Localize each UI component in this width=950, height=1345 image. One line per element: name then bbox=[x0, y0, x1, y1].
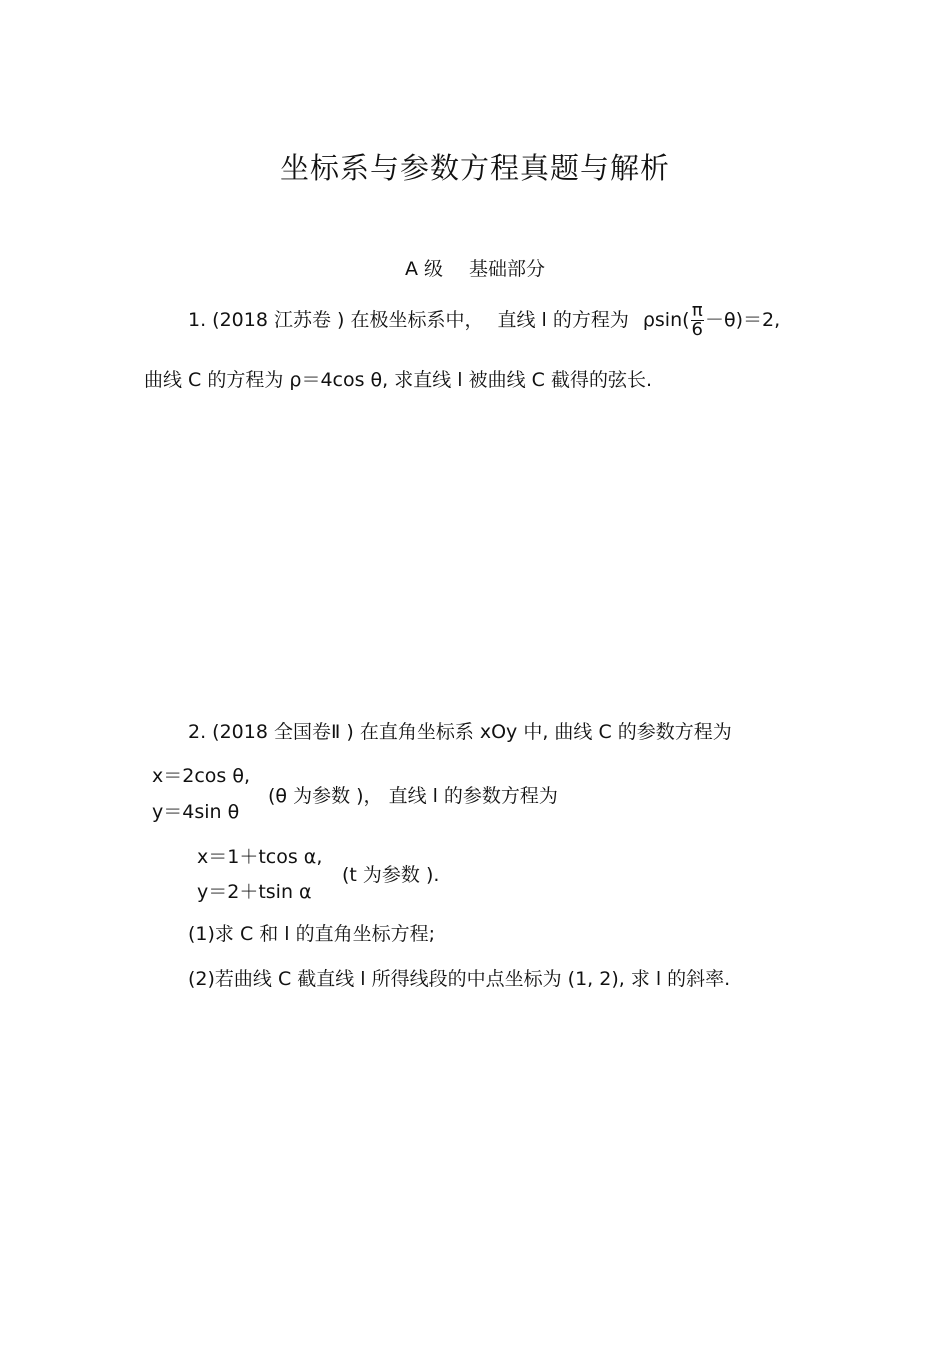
q1-fraction-denominator: 6 bbox=[691, 319, 703, 340]
q1-line1 bbox=[188, 302, 780, 339]
section-name: 基础部分 bbox=[469, 258, 546, 280]
q2-line1: 2. (2018 全国卷Ⅱ ) 在直角坐标系 xOy 中, 曲线 C 的参数方程为 bbox=[188, 721, 732, 743]
section-level: A 级 bbox=[404, 258, 444, 280]
page-title: 坐标系与参数方程真题与解析 bbox=[279, 151, 670, 185]
q2-part1: (1)求 C 和 l 的直角坐标方程; bbox=[188, 923, 436, 945]
q2-line-note: (t 为参数 ). bbox=[342, 864, 440, 886]
q2-curve-note: (θ 为参数 )， 直线 l 的参数方程为 bbox=[268, 785, 558, 807]
q1-line-statement: 直线 l 的方程为 bbox=[497, 309, 629, 331]
q2-curve-y-equation: y＝4sin θ bbox=[152, 801, 240, 823]
q1-equation-prefix: ρsin( bbox=[642, 309, 690, 331]
q2-line-y-equation: y＝2＋tsin α bbox=[197, 881, 312, 903]
q1-fraction-numerator: π bbox=[691, 300, 703, 321]
q2-part2: (2)若曲线 C 截直线 l 所得线段的中点坐标为 (1, 2), 求 l 的斜率. bbox=[188, 968, 731, 990]
section-heading bbox=[0, 254, 950, 281]
q2-curve-x-equation: x＝2cos θ, bbox=[152, 765, 251, 787]
q1-fraction bbox=[691, 302, 704, 339]
q1-line2: 曲线 C 的方程为 ρ＝4cos θ, 求直线 l 被曲线 C 截得的弦长. bbox=[144, 369, 652, 391]
q2-line-x-equation: x＝1＋tcos α, bbox=[197, 846, 323, 868]
q1-lead: 1. (2018 江苏卷 ) 在极坐标系中， bbox=[188, 309, 484, 331]
q1-equation-suffix: －θ)＝2, bbox=[704, 309, 781, 331]
